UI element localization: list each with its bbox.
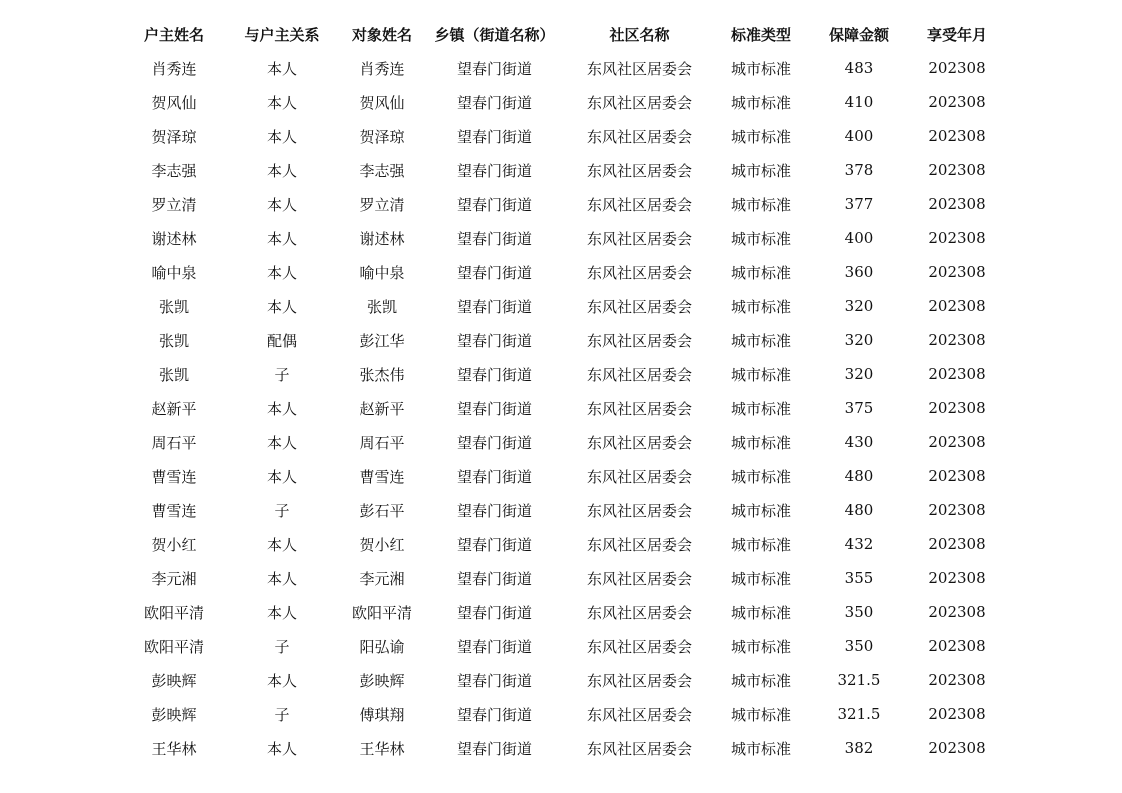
cell-benefit-amount: 382: [844, 739, 874, 757]
cell-householder-name: 赵新平: [151, 399, 197, 418]
cell-community: 东风社区居委会: [586, 433, 692, 452]
cell-benefit-amount: 350: [844, 637, 874, 655]
cell-relationship: 本人: [266, 535, 297, 554]
cell-relationship: 本人: [266, 467, 297, 486]
cell-subdistrict: 望春门街道: [456, 59, 532, 78]
cell-benefit-month: 202308: [928, 365, 986, 383]
table-row: [126, 629, 1006, 663]
cell-householder-name: 周石平: [151, 433, 197, 452]
cell-community: 东风社区居委会: [586, 59, 692, 78]
cell-standard-type: 城市标准: [730, 365, 791, 384]
cell-benefit-amount: 377: [844, 195, 874, 213]
cell-subdistrict: 望春门街道: [456, 739, 532, 758]
cell-recipient-name: 赵新平: [359, 399, 405, 418]
cell-benefit-month: 202308: [928, 603, 986, 621]
cell-benefit-month: 202308: [928, 161, 986, 179]
cell-relationship: 本人: [266, 603, 297, 622]
cell-benefit-amount: 321.5: [837, 671, 881, 689]
cell-benefit-month: 202308: [928, 637, 986, 655]
header-relationship: 与户主关系: [244, 25, 320, 44]
cell-householder-name: 张凯: [158, 365, 189, 384]
cell-benefit-month: 202308: [928, 739, 986, 757]
cell-community: 东风社区居委会: [586, 569, 692, 588]
cell-standard-type: 城市标准: [730, 127, 791, 146]
header-standard-type: 标准类型: [730, 25, 791, 44]
table-row: [126, 255, 1006, 289]
cell-standard-type: 城市标准: [730, 93, 791, 112]
header-subdistrict: 乡镇（街道名称）: [434, 25, 555, 44]
cell-relationship: 子: [274, 705, 290, 724]
cell-recipient-name: 周石平: [359, 433, 405, 452]
cell-community: 东风社区居委会: [586, 161, 692, 180]
cell-subdistrict: 望春门街道: [456, 263, 532, 282]
cell-recipient-name: 曹雪连: [359, 467, 405, 486]
cell-relationship: 本人: [266, 399, 297, 418]
table-header-row: [126, 17, 1006, 51]
table-row: [126, 323, 1006, 357]
cell-benefit-month: 202308: [928, 569, 986, 587]
cell-community: 东风社区居委会: [586, 365, 692, 384]
cell-recipient-name: 王华林: [359, 739, 405, 758]
table-row: [126, 51, 1006, 85]
cell-householder-name: 彭映辉: [151, 705, 197, 724]
cell-recipient-name: 彭映辉: [359, 671, 405, 690]
cell-subdistrict: 望春门街道: [456, 467, 532, 486]
table-row: [126, 663, 1006, 697]
cell-subdistrict: 望春门街道: [456, 297, 532, 316]
cell-relationship: 本人: [266, 569, 297, 588]
cell-householder-name: 欧阳平清: [143, 603, 204, 622]
cell-subdistrict: 望春门街道: [456, 637, 532, 656]
cell-recipient-name: 彭石平: [359, 501, 405, 520]
table-row: [126, 221, 1006, 255]
cell-relationship: 本人: [266, 297, 297, 316]
cell-subdistrict: 望春门街道: [456, 229, 532, 248]
table-row: [126, 289, 1006, 323]
table-row: [126, 527, 1006, 561]
cell-benefit-amount: 320: [844, 331, 874, 349]
cell-householder-name: 曹雪连: [151, 501, 197, 520]
cell-standard-type: 城市标准: [730, 603, 791, 622]
cell-relationship: 本人: [266, 59, 297, 78]
cell-benefit-month: 202308: [928, 297, 986, 315]
cell-community: 东风社区居委会: [586, 671, 692, 690]
cell-householder-name: 谢述林: [151, 229, 197, 248]
cell-subdistrict: 望春门街道: [456, 93, 532, 112]
cell-recipient-name: 肖秀连: [359, 59, 405, 78]
cell-benefit-month: 202308: [928, 59, 986, 77]
table-row: [126, 85, 1006, 119]
cell-subdistrict: 望春门街道: [456, 705, 532, 724]
header-benefit-amount: 保障金额: [828, 25, 889, 44]
cell-benefit-month: 202308: [928, 229, 986, 247]
cell-benefit-amount: 400: [844, 127, 874, 145]
table-row: [126, 595, 1006, 629]
cell-community: 东风社区居委会: [586, 603, 692, 622]
cell-benefit-amount: 320: [844, 297, 874, 315]
cell-community: 东风社区居委会: [586, 229, 692, 248]
cell-standard-type: 城市标准: [730, 297, 791, 316]
cell-subdistrict: 望春门街道: [456, 569, 532, 588]
cell-subdistrict: 望春门街道: [456, 603, 532, 622]
cell-benefit-month: 202308: [928, 331, 986, 349]
table-row: [126, 731, 1006, 765]
cell-householder-name: 曹雪连: [151, 467, 197, 486]
cell-standard-type: 城市标准: [730, 501, 791, 520]
cell-subdistrict: 望春门街道: [456, 127, 532, 146]
cell-benefit-amount: 400: [844, 229, 874, 247]
cell-benefit-amount: 432: [844, 535, 874, 553]
cell-relationship: 配偶: [266, 331, 297, 350]
cell-subdistrict: 望春门街道: [456, 433, 532, 452]
cell-standard-type: 城市标准: [730, 739, 791, 758]
cell-relationship: 本人: [266, 229, 297, 248]
cell-community: 东风社区居委会: [586, 501, 692, 520]
table-row: [126, 425, 1006, 459]
cell-subdistrict: 望春门街道: [456, 501, 532, 520]
cell-community: 东风社区居委会: [586, 535, 692, 554]
cell-householder-name: 肖秀连: [151, 59, 197, 78]
cell-benefit-amount: 321.5: [837, 705, 881, 723]
cell-benefit-month: 202308: [928, 195, 986, 213]
cell-recipient-name: 彭江华: [359, 331, 405, 350]
cell-standard-type: 城市标准: [730, 671, 791, 690]
cell-recipient-name: 阳弘谕: [359, 637, 405, 656]
cell-community: 东风社区居委会: [586, 739, 692, 758]
cell-relationship: 本人: [266, 671, 297, 690]
cell-community: 东风社区居委会: [586, 127, 692, 146]
cell-benefit-month: 202308: [928, 535, 986, 553]
table-row: [126, 391, 1006, 425]
table-row: [126, 357, 1006, 391]
cell-subdistrict: 望春门街道: [456, 331, 532, 350]
cell-standard-type: 城市标准: [730, 263, 791, 282]
cell-householder-name: 张凯: [158, 331, 189, 350]
cell-benefit-month: 202308: [928, 93, 986, 111]
cell-benefit-amount: 483: [844, 59, 874, 77]
cell-relationship: 本人: [266, 433, 297, 452]
cell-standard-type: 城市标准: [730, 195, 791, 214]
table-row: [126, 187, 1006, 221]
table-row: [126, 459, 1006, 493]
cell-benefit-month: 202308: [928, 467, 986, 485]
cell-householder-name: 贺风仙: [151, 93, 197, 112]
cell-community: 东风社区居委会: [586, 195, 692, 214]
cell-benefit-month: 202308: [928, 263, 986, 281]
cell-recipient-name: 贺泽琼: [359, 127, 405, 146]
cell-benefit-amount: 355: [844, 569, 874, 587]
cell-subdistrict: 望春门街道: [456, 161, 532, 180]
cell-benefit-month: 202308: [928, 127, 986, 145]
table-row: [126, 153, 1006, 187]
cell-recipient-name: 张凯: [366, 297, 397, 316]
cell-standard-type: 城市标准: [730, 331, 791, 350]
cell-community: 东风社区居委会: [586, 331, 692, 350]
cell-benefit-month: 202308: [928, 705, 986, 723]
table-row: [126, 493, 1006, 527]
cell-community: 东风社区居委会: [586, 93, 692, 112]
cell-relationship: 子: [274, 637, 290, 656]
cell-householder-name: 罗立清: [151, 195, 197, 214]
cell-householder-name: 李志强: [151, 161, 197, 180]
cell-subdistrict: 望春门街道: [456, 195, 532, 214]
cell-subdistrict: 望春门街道: [456, 365, 532, 384]
cell-standard-type: 城市标准: [730, 229, 791, 248]
cell-benefit-month: 202308: [928, 433, 986, 451]
cell-standard-type: 城市标准: [730, 59, 791, 78]
cell-householder-name: 欧阳平清: [143, 637, 204, 656]
cell-standard-type: 城市标准: [730, 569, 791, 588]
table-row: [126, 697, 1006, 731]
header-recipient-name: 对象姓名: [351, 25, 412, 44]
cell-benefit-month: 202308: [928, 671, 986, 689]
cell-relationship: 本人: [266, 263, 297, 282]
table-row: [126, 561, 1006, 595]
cell-standard-type: 城市标准: [730, 161, 791, 180]
cell-standard-type: 城市标准: [730, 637, 791, 656]
cell-benefit-amount: 480: [844, 467, 874, 485]
cell-subdistrict: 望春门街道: [456, 535, 532, 554]
cell-relationship: 本人: [266, 739, 297, 758]
cell-benefit-amount: 320: [844, 365, 874, 383]
cell-relationship: 本人: [266, 161, 297, 180]
subsidy-roster-table: [126, 17, 1006, 765]
cell-householder-name: 王华林: [151, 739, 197, 758]
cell-standard-type: 城市标准: [730, 535, 791, 554]
cell-community: 东风社区居委会: [586, 705, 692, 724]
cell-relationship: 子: [274, 365, 290, 384]
cell-relationship: 本人: [266, 127, 297, 146]
cell-householder-name: 彭映辉: [151, 671, 197, 690]
table-body: [126, 51, 1006, 765]
cell-benefit-amount: 375: [844, 399, 874, 417]
cell-standard-type: 城市标准: [730, 467, 791, 486]
cell-benefit-amount: 378: [844, 161, 874, 179]
cell-recipient-name: 贺小红: [359, 535, 405, 554]
cell-subdistrict: 望春门街道: [456, 399, 532, 418]
cell-householder-name: 喻中泉: [151, 263, 197, 282]
cell-householder-name: 贺小红: [151, 535, 197, 554]
cell-relationship: 本人: [266, 93, 297, 112]
cell-benefit-amount: 360: [844, 263, 874, 281]
cell-recipient-name: 李志强: [359, 161, 405, 180]
cell-benefit-month: 202308: [928, 501, 986, 519]
cell-householder-name: 张凯: [158, 297, 189, 316]
cell-standard-type: 城市标准: [730, 399, 791, 418]
table-row: [126, 119, 1006, 153]
cell-recipient-name: 李元湘: [359, 569, 405, 588]
cell-recipient-name: 喻中泉: [359, 263, 405, 282]
header-benefit-month: 享受年月: [926, 25, 987, 44]
cell-recipient-name: 贺风仙: [359, 93, 405, 112]
cell-community: 东风社区居委会: [586, 637, 692, 656]
cell-subdistrict: 望春门街道: [456, 671, 532, 690]
cell-benefit-amount: 480: [844, 501, 874, 519]
cell-community: 东风社区居委会: [586, 263, 692, 282]
cell-recipient-name: 傅琪翔: [359, 705, 405, 724]
cell-community: 东风社区居委会: [586, 467, 692, 486]
cell-householder-name: 贺泽琼: [151, 127, 197, 146]
cell-benefit-amount: 430: [844, 433, 874, 451]
cell-benefit-month: 202308: [928, 399, 986, 417]
cell-relationship: 本人: [266, 195, 297, 214]
cell-relationship: 子: [274, 501, 290, 520]
cell-standard-type: 城市标准: [730, 705, 791, 724]
cell-recipient-name: 谢述林: [359, 229, 405, 248]
cell-recipient-name: 欧阳平清: [351, 603, 412, 622]
cell-benefit-amount: 410: [844, 93, 874, 111]
header-householder-name: 户主姓名: [143, 25, 204, 44]
cell-community: 东风社区居委会: [586, 399, 692, 418]
cell-community: 东风社区居委会: [586, 297, 692, 316]
cell-householder-name: 李元湘: [151, 569, 197, 588]
cell-recipient-name: 罗立清: [359, 195, 405, 214]
header-community: 社区名称: [609, 25, 670, 44]
cell-benefit-amount: 350: [844, 603, 874, 621]
cell-recipient-name: 张杰伟: [359, 365, 405, 384]
cell-standard-type: 城市标准: [730, 433, 791, 452]
